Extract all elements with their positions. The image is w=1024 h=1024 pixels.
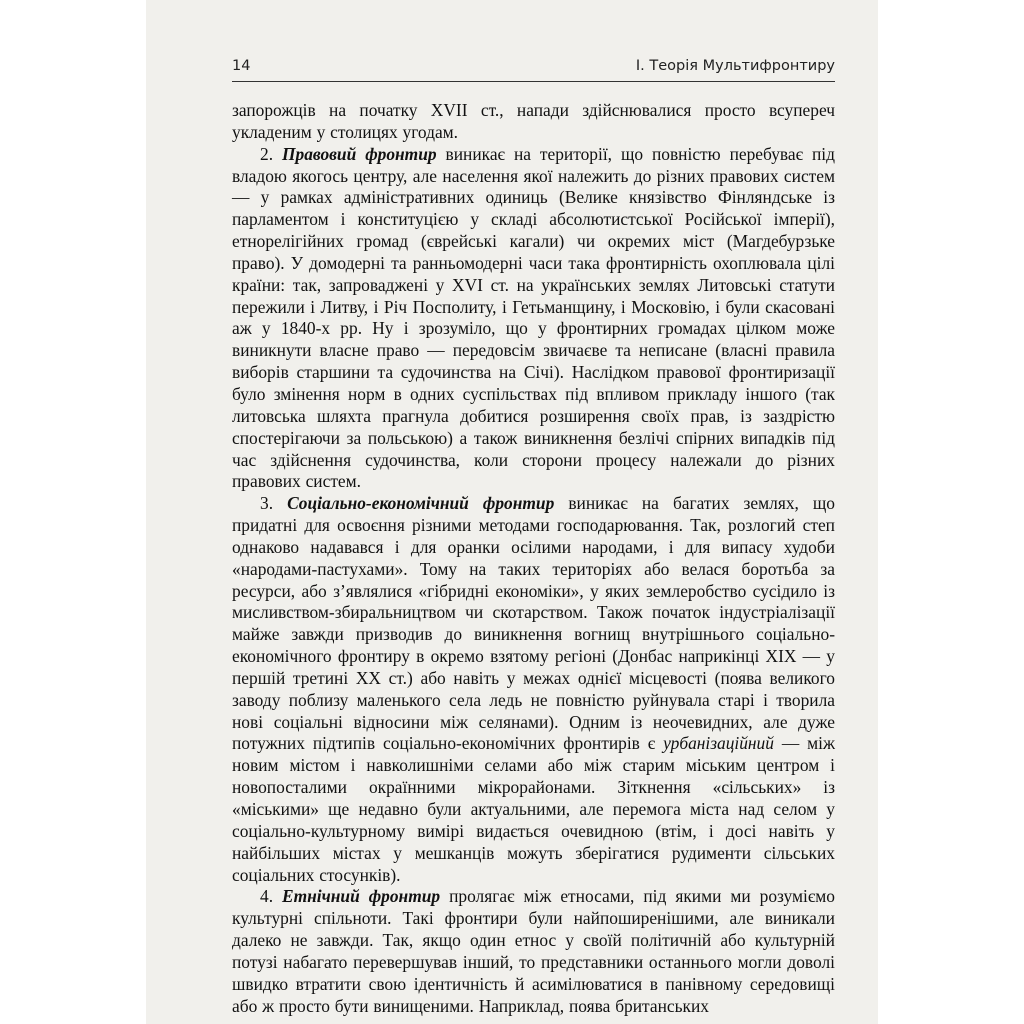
section-title: I. Теорія Мультифронтиру: [635, 58, 835, 74]
paragraph-text: запорожців на початку XVII ст., напади здійснювалися просто всупереч укладеним у столицях угодам.: [232, 100, 835, 142]
page-number: 14: [232, 58, 251, 74]
paragraph-socioeconomic-frontier: [232, 493, 835, 886]
term-socioeconomic-frontier: Соціально-економічний фронтир: [287, 493, 555, 514]
running-head: [232, 58, 835, 82]
list-number: 4.: [260, 886, 283, 907]
term-ethnic-frontier: Етнічний фронтир: [282, 886, 441, 907]
paragraph-text: виникає на багатих землях, що придатні для освоєння різними методами господарювання. Так, розлогий степ однаково надавався і для оранки осілими народами, і для випасу худоби «народами-пастухами». Тому на таких територіях або велася боротьба за ресурси, або з’являлися «гібридні економіки», у яких землеробство сусідило із мисливством-збиральництвом чи скотарством. Також початок індустріалізації майже завжди призводив до виникнення вогнищ внутрішнього соціально-економічного фронтиру в окремо взятому регіоні (Донбас наприкінці XIX — у першій третині XX ст.) або навіть у межах однієї місцевості (поява великого заводу поблизу маленького села ледь не повністю руйнувала старі і творила нові соціальні відносини між селянами). Одним із неочевидних, але дуже потужних підтипів соціально-економічних фронтирів є: [232, 493, 835, 754]
body-text: [232, 100, 835, 1017]
paragraph-text-continued: — між новим містом і навколишніми селами або між старим міським центром і новопосталими окраїнними мікрорайонами. Зіткнення «сільських» із «міськими» ще недавно були актуальними, але перемога міста над селом у соціально-культурному вимірі видається очевидною (втім, і досі навіть у найбільших містах у мешканців можуть зберігатися рудименти сільських соціальних стосунків).: [232, 733, 835, 885]
paragraph-legal-frontier: [232, 144, 835, 494]
paragraph-text: пролягає між етносами, під якими ми розуміємо культурні спільноти. Такі фронтири були найпоширенішими, але виникали далеко не завжди. Так, якщо один етнос у своїй політичній або культурній потузі набагато перевершував інший, то представники останнього могли доволі швидко втратити свою ідентичність й асимілюватися в панівному середовищі або ж просто бути винищеними. Наприклад, поява британських: [232, 886, 836, 1016]
italic-term-urbanization: урбанізаційний: [663, 733, 774, 754]
list-number: 2.: [260, 143, 282, 164]
paragraph-text: виникає на території, що повністю перебуває під владою якогось центру, але населення якої належить до різних правових систем — у рамках адміністративних одиниць (Велике князівство Фінляндське із парламентом і конституцією у складі абсолютистської Російської імперії), етнорелігійних громад (єврейські кагали) чи окремих міст (Магдебурзьке право). У домодерні та ранньомодерні часи така фронтирність охоплювала цілі країни: так, запроваджені у XVI ст. на українських землях Литовські статути пережили і Литву, і Річ Посполиту, і Гетьманщину, і Московію, і були скасовані аж у 1840-х рр. Ну і зрозуміло, що у фронтирних громадах цілком може виникнути власне право — передовсім звичаєве та неписане (власні правила виборів старшини та судочинства на Січі). Наслідком правової фронтиризації було змінення норм в одних суспільствах під впливом прикладу іншого (так литовська шляхта прагнула добитися розширення своїх прав, із заздрістю спостерігаючи за польською) а також виникнення безлічі спірних випадків під час здійснення судочинства, коли сторони процесу належали до різних правових систем.: [232, 143, 835, 492]
paragraph-1: [232, 100, 835, 144]
term-legal-frontier: Правовий фронтир: [281, 143, 437, 164]
paragraph-ethnic-frontier: [232, 886, 835, 1017]
list-number: 3.: [260, 493, 288, 514]
header-rule: [232, 81, 835, 82]
book-page: [146, 0, 878, 1024]
